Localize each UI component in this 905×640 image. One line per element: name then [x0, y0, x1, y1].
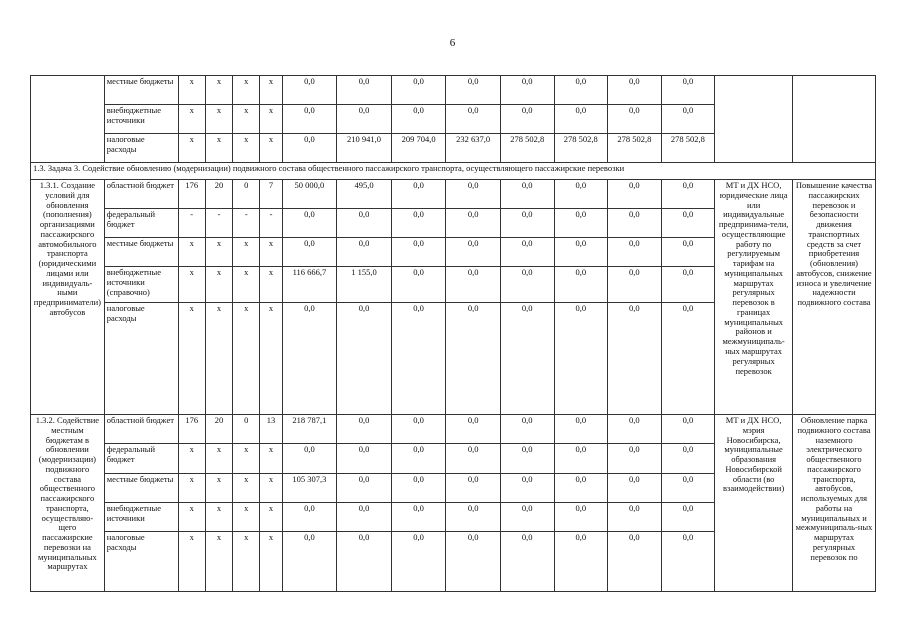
value-cell: 0,0	[446, 474, 501, 503]
result-cell: Повышение качества пассажирских перевозок и безопасности движения транспортных средств за счет приобретения (обновления) автобусов, снижение износа и увеличение надежности подвижного состава	[793, 180, 876, 415]
value-cell: 0,0	[554, 474, 608, 503]
value-cell: 0,0	[661, 209, 715, 238]
value-cell: 0,0	[500, 444, 554, 474]
value-cell: 0,0	[608, 180, 662, 209]
value-cell: 495,0	[337, 180, 392, 209]
value-cell: 0,0	[500, 267, 554, 303]
value-cell: 0,0	[337, 209, 392, 238]
funding-source-cell: местные бюджеты	[104, 474, 178, 503]
value-cell: 0,0	[446, 532, 501, 592]
value-cell: x	[205, 105, 232, 134]
value-cell: 20	[205, 180, 232, 209]
value-cell: -	[260, 209, 282, 238]
value-cell: 0,0	[446, 209, 501, 238]
value-cell: 0,0	[282, 209, 337, 238]
value-cell: 0,0	[554, 532, 608, 592]
value-cell: 0,0	[608, 209, 662, 238]
value-cell: 0,0	[337, 238, 392, 267]
table-row	[31, 76, 876, 105]
value-cell: 0,0	[661, 415, 715, 444]
value-cell: x	[260, 238, 282, 267]
value-cell: 0,0	[554, 444, 608, 474]
value-cell: 0,0	[391, 303, 446, 415]
value-cell: 0,0	[608, 76, 662, 105]
value-cell: 0,0	[608, 415, 662, 444]
value-cell: x	[260, 444, 282, 474]
event-name-cell	[31, 76, 105, 163]
value-cell: 116 666,7	[282, 267, 337, 303]
value-cell: 0,0	[608, 238, 662, 267]
value-cell: x	[260, 105, 282, 134]
value-cell: 278 502,8	[608, 134, 662, 163]
value-cell: 0	[233, 180, 260, 209]
value-cell: 0,0	[446, 105, 501, 134]
value-cell: 20	[205, 415, 232, 444]
funding-source-cell: местные бюджеты	[104, 238, 178, 267]
value-cell: x	[178, 503, 205, 532]
value-cell: x	[233, 105, 260, 134]
value-cell: 7	[260, 180, 282, 209]
value-cell: 0,0	[391, 209, 446, 238]
value-cell: 0,0	[337, 303, 392, 415]
value-cell: 0,0	[337, 444, 392, 474]
funding-source-cell: федеральный бюджет	[104, 444, 178, 474]
value-cell: 0,0	[282, 503, 337, 532]
value-cell: 0,0	[337, 503, 392, 532]
value-cell: 0,0	[608, 267, 662, 303]
value-cell: 0,0	[554, 303, 608, 415]
value-cell: 0,0	[391, 474, 446, 503]
value-cell: 278 502,8	[554, 134, 608, 163]
value-cell: 218 787,1	[282, 415, 337, 444]
value-cell: x	[260, 134, 282, 163]
value-cell: x	[178, 76, 205, 105]
value-cell: 0,0	[554, 238, 608, 267]
value-cell: 0,0	[282, 105, 337, 134]
value-cell: 0,0	[500, 303, 554, 415]
value-cell: 0,0	[337, 532, 392, 592]
value-cell: x	[260, 532, 282, 592]
value-cell: 0,0	[391, 415, 446, 444]
value-cell: 0,0	[337, 474, 392, 503]
value-cell: x	[205, 503, 232, 532]
value-cell: 0,0	[391, 105, 446, 134]
value-cell: 0,0	[391, 503, 446, 532]
value-cell: 0,0	[500, 474, 554, 503]
value-cell: 0,0	[608, 303, 662, 415]
value-cell: x	[205, 474, 232, 503]
value-cell: 0,0	[608, 444, 662, 474]
value-cell: 0	[233, 415, 260, 444]
value-cell: 0,0	[446, 503, 501, 532]
value-cell: 0,0	[661, 503, 715, 532]
value-cell: 0,0	[391, 444, 446, 474]
value-cell: 0,0	[337, 105, 392, 134]
funding-source-cell: налоговые расходы	[104, 134, 178, 163]
value-cell: 0,0	[391, 532, 446, 592]
value-cell: x	[178, 105, 205, 134]
value-cell: 0,0	[661, 238, 715, 267]
value-cell: x	[260, 76, 282, 105]
value-cell: -	[233, 209, 260, 238]
value-cell: 176	[178, 415, 205, 444]
table-row	[31, 180, 876, 209]
value-cell: 0,0	[391, 267, 446, 303]
value-cell: 1 155,0	[337, 267, 392, 303]
value-cell: 0,0	[500, 503, 554, 532]
value-cell: x	[260, 303, 282, 415]
result-cell	[793, 76, 876, 163]
value-cell: x	[178, 303, 205, 415]
task-row	[31, 163, 876, 180]
value-cell: 0,0	[446, 76, 501, 105]
value-cell: 0,0	[608, 532, 662, 592]
value-cell: 0,0	[554, 180, 608, 209]
value-cell: x	[233, 267, 260, 303]
value-cell: 210 941,0	[337, 134, 392, 163]
value-cell: x	[205, 76, 232, 105]
value-cell: x	[233, 238, 260, 267]
value-cell: 0,0	[661, 76, 715, 105]
funding-source-cell: налоговые расходы	[104, 303, 178, 415]
funding-source-cell: федеральный бюджет	[104, 209, 178, 238]
value-cell: x	[178, 474, 205, 503]
value-cell: 0,0	[500, 180, 554, 209]
value-cell: 0,0	[500, 105, 554, 134]
value-cell: 0,0	[282, 532, 337, 592]
executor-cell	[715, 76, 793, 163]
value-cell: x	[178, 267, 205, 303]
value-cell: 278 502,8	[661, 134, 715, 163]
result-cell: Обновление парка подвижного состава наземного электрического общественного пассажирского транспорта, автобусов, используемых для работы на муниципальных и межмуниципаль-ных маршрутах регулярных перевозок по	[793, 415, 876, 592]
value-cell: x	[260, 474, 282, 503]
funding-source-cell: налоговые расходы	[104, 532, 178, 592]
value-cell: 0,0	[500, 415, 554, 444]
value-cell: 176	[178, 180, 205, 209]
value-cell: 0,0	[554, 415, 608, 444]
value-cell: 0,0	[554, 503, 608, 532]
funding-source-cell: внебюджетные источники	[104, 105, 178, 134]
value-cell: 0,0	[661, 532, 715, 592]
value-cell: 0,0	[391, 180, 446, 209]
event-name-cell: 1.3.2. Содействие местным бюджетам в обновлении (модернизации) подвижного состава общественного пассажирского транспорта, осуществляю-щего пассажирские перевозки на муниципальных маршрутах	[31, 415, 105, 592]
value-cell: x	[233, 76, 260, 105]
value-cell: x	[205, 134, 232, 163]
executor-cell: МТ и ДХ НСО, мэрия Новосибирска, муниципальные образования Новосибирской области (во взаимодействии)	[715, 415, 793, 592]
value-cell: x	[205, 267, 232, 303]
value-cell: 0,0	[282, 444, 337, 474]
value-cell: -	[205, 209, 232, 238]
table-row	[31, 415, 876, 444]
value-cell: x	[205, 238, 232, 267]
value-cell: x	[233, 134, 260, 163]
value-cell: 50 000,0	[282, 180, 337, 209]
value-cell: 0,0	[446, 267, 501, 303]
value-cell: 0,0	[500, 238, 554, 267]
value-cell: 0,0	[446, 303, 501, 415]
value-cell: 209 704,0	[391, 134, 446, 163]
funding-source-cell: областной бюджет	[104, 180, 178, 209]
value-cell: 0,0	[661, 180, 715, 209]
value-cell: 0,0	[608, 503, 662, 532]
value-cell: x	[178, 532, 205, 592]
page-number: 6	[449, 37, 456, 49]
value-cell: 0,0	[282, 238, 337, 267]
funding-source-cell: местные бюджеты	[104, 76, 178, 105]
value-cell: 0,0	[608, 474, 662, 503]
value-cell: x	[178, 134, 205, 163]
value-cell: 0,0	[446, 444, 501, 474]
value-cell: 0,0	[446, 415, 501, 444]
value-cell: 0,0	[282, 303, 337, 415]
value-cell: 0,0	[554, 76, 608, 105]
executor-cell: МТ и ДХ НСО, юридические лица или индивидуальные предпринима-тели, осуществляющие работу по регулируемым тарифам на муниципальных маршрутах регулярных перевозок в границах муниципальных районов и межмуниципаль-ных маршрутах регулярных перевозок	[715, 180, 793, 415]
value-cell: 0,0	[337, 76, 392, 105]
value-cell: x	[260, 267, 282, 303]
value-cell: 0,0	[554, 105, 608, 134]
value-cell: 0,0	[661, 444, 715, 474]
value-cell: x	[178, 238, 205, 267]
value-cell: x	[205, 532, 232, 592]
value-cell: 0,0	[391, 76, 446, 105]
value-cell: 0,0	[661, 303, 715, 415]
value-cell: x	[233, 303, 260, 415]
value-cell: 0,0	[608, 105, 662, 134]
value-cell: 105 307,3	[282, 474, 337, 503]
value-cell: 0,0	[500, 209, 554, 238]
funding-source-cell: внебюджетные источники	[104, 503, 178, 532]
value-cell: x	[205, 444, 232, 474]
value-cell: -	[178, 209, 205, 238]
value-cell: 0,0	[500, 532, 554, 592]
value-cell: 0,0	[282, 76, 337, 105]
value-cell: 0,0	[661, 267, 715, 303]
value-cell: 0,0	[554, 267, 608, 303]
value-cell: 0,0	[391, 238, 446, 267]
value-cell: x	[260, 503, 282, 532]
value-cell: 0,0	[337, 415, 392, 444]
value-cell: x	[205, 303, 232, 415]
funding-source-cell: областной бюджет	[104, 415, 178, 444]
value-cell: 0,0	[554, 209, 608, 238]
value-cell: x	[178, 444, 205, 474]
value-cell: x	[233, 503, 260, 532]
value-cell: 278 502,8	[500, 134, 554, 163]
value-cell: x	[233, 474, 260, 503]
funding-source-cell: внебюджетные источники (справочно)	[104, 267, 178, 303]
value-cell: x	[233, 532, 260, 592]
value-cell: 0,0	[282, 134, 337, 163]
value-cell: 0,0	[661, 105, 715, 134]
value-cell: 0,0	[446, 238, 501, 267]
value-cell: 232 637,0	[446, 134, 501, 163]
event-name-cell: 1.3.1. Создание условий для обновления (пополнения) организациями пассажирского автомобильного транспорта (юридическими лицами или индивидуаль-ными предприниматели) автобусов	[31, 180, 105, 415]
task-title: 1.3. Задача 3. Содействие обновлению (модернизации) подвижного состава общественного пассажирского транспорта, осуществляющего пассажирские перевозки	[31, 163, 876, 180]
value-cell: 13	[260, 415, 282, 444]
value-cell: 0,0	[661, 474, 715, 503]
value-cell: x	[233, 444, 260, 474]
value-cell: 0,0	[500, 76, 554, 105]
value-cell: 0,0	[446, 180, 501, 209]
program-table	[30, 75, 876, 592]
